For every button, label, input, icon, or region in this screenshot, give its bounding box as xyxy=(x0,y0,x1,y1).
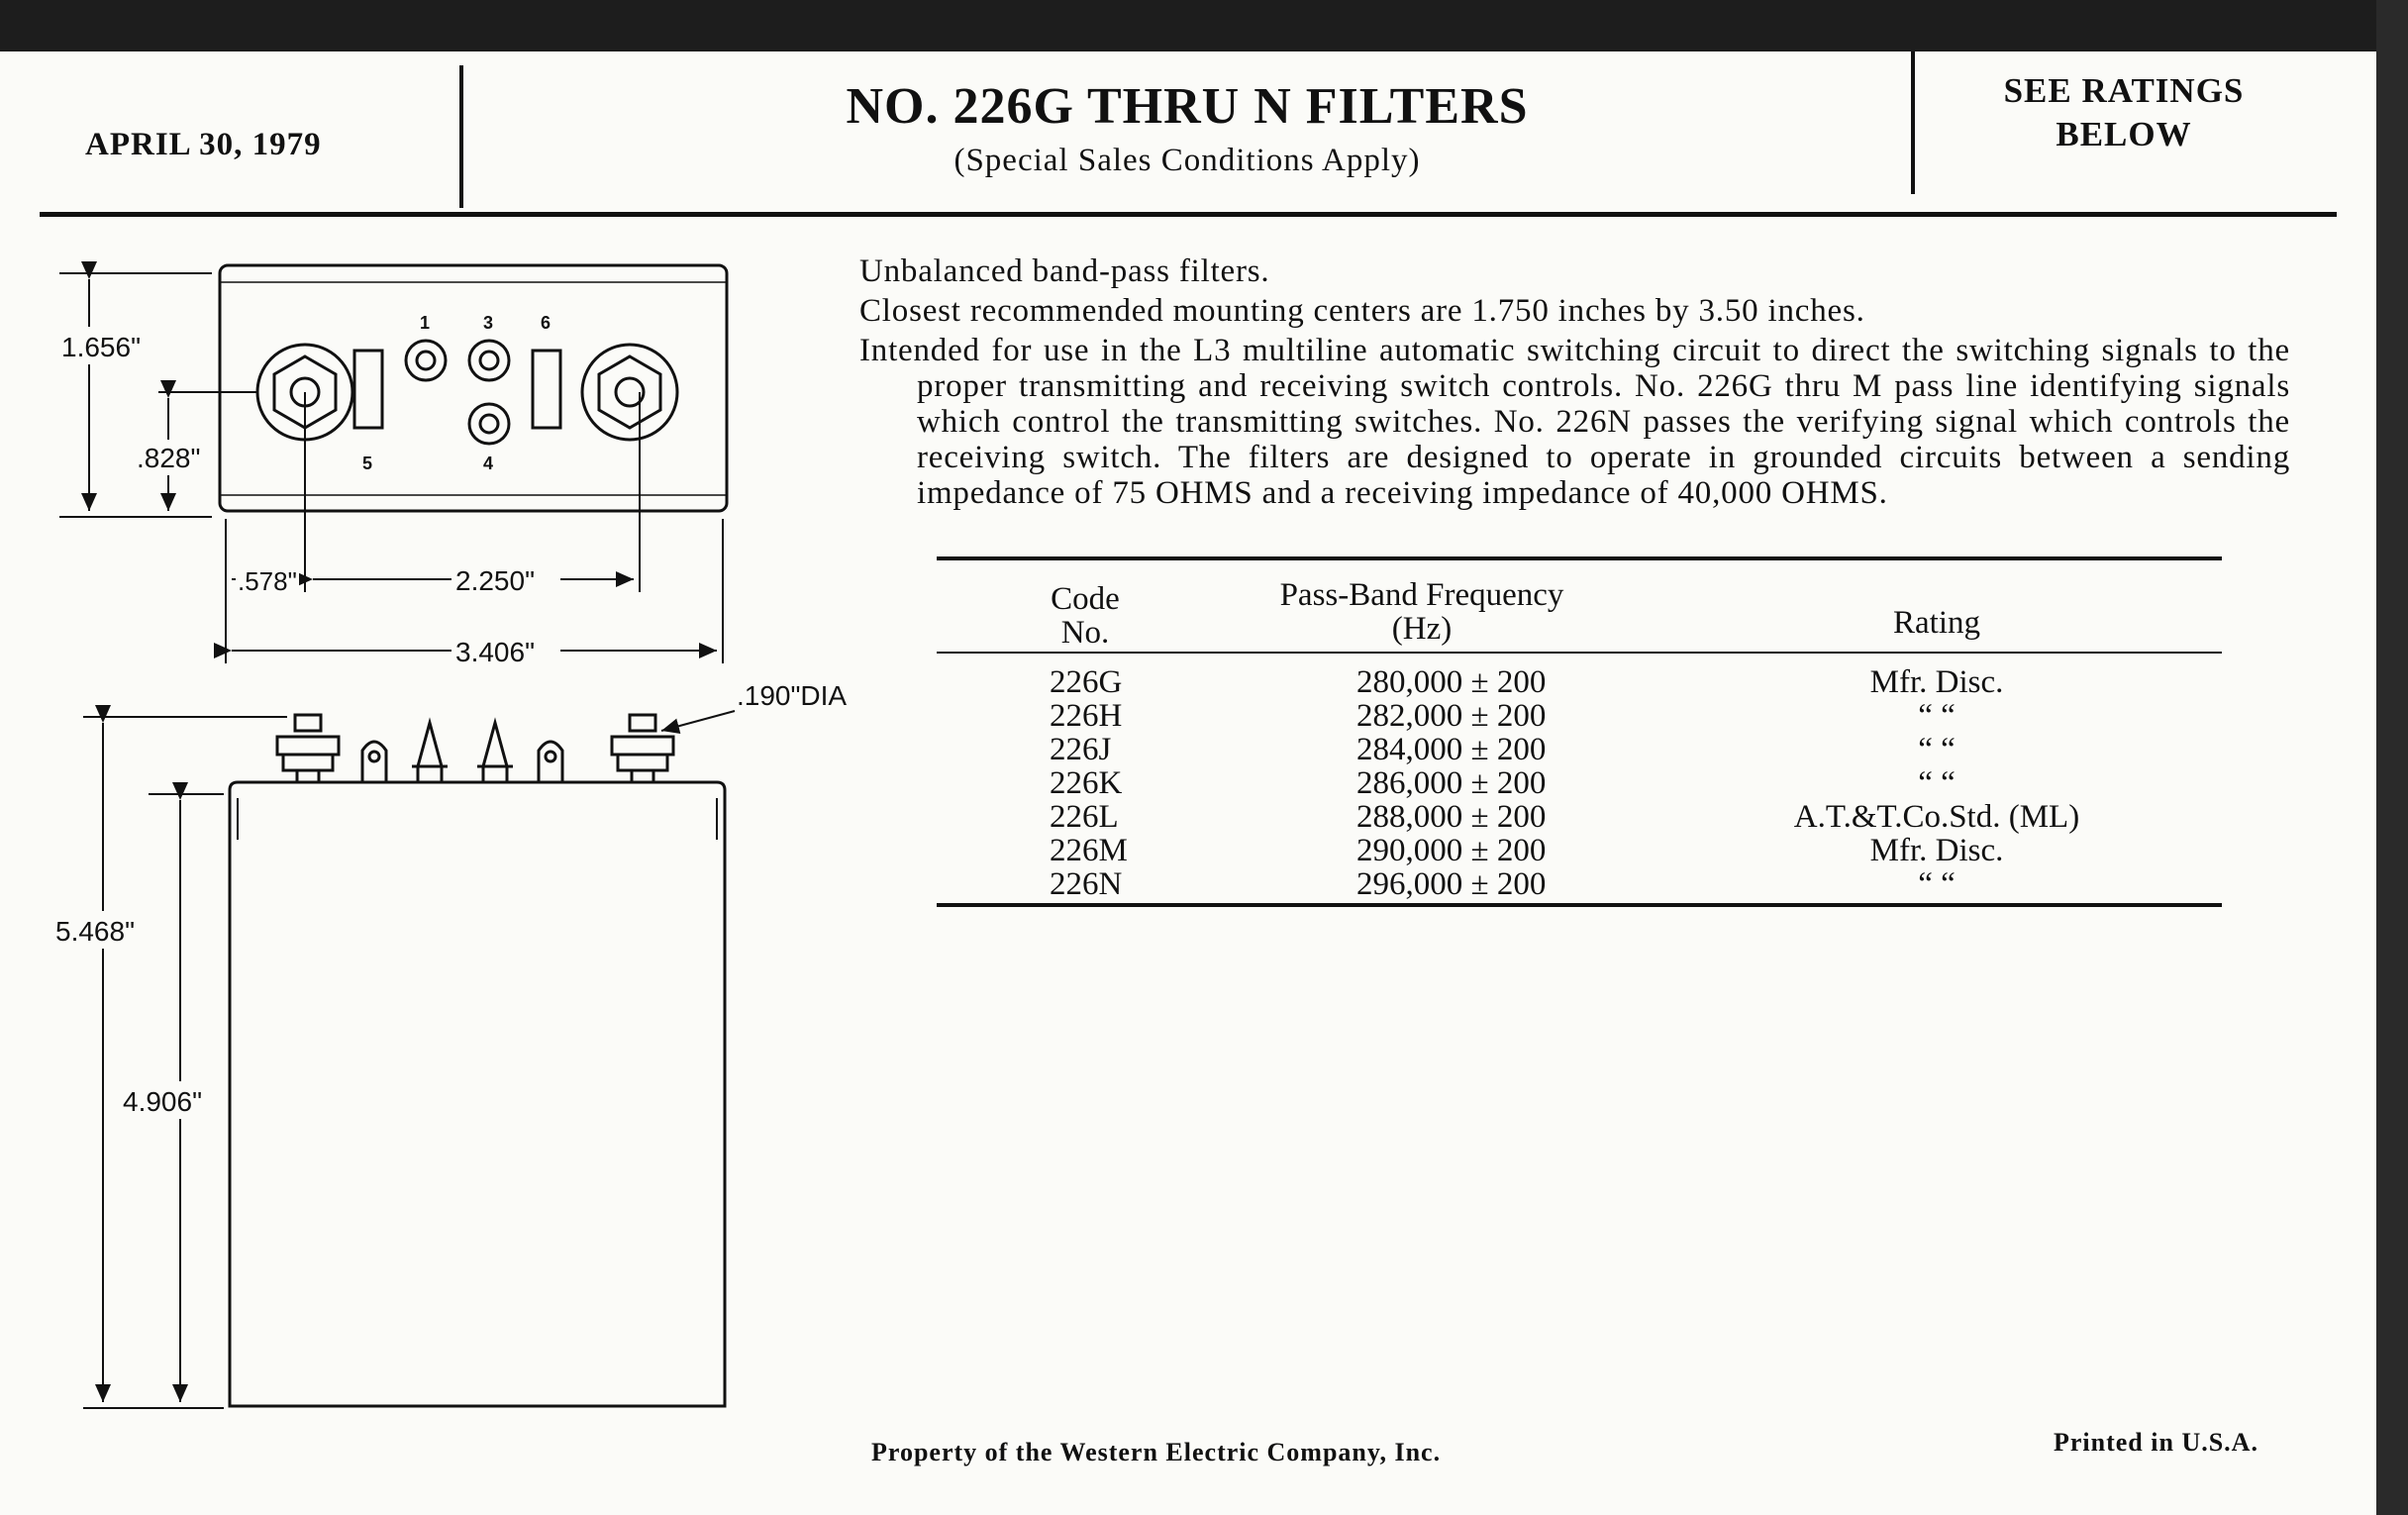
jack-3-inner xyxy=(480,352,498,369)
table-cell-rating: “ “ xyxy=(1918,765,1956,801)
dim-total-height-label: 5.468" xyxy=(55,916,136,947)
description-paragraph: Intended for use in the L3 multiline automatic switching circuit to direct the switching signals to the proper transmitting and receiving switch controls. No. 226G thru M pass line identifying signals which control the transmitting switches. No. 226N passes the verifying signal which controls the receiving switch. The filters are designed to operate in grounded circuits between a sending impedance of 75 OHMS and a receiving impedance of 40,000 OHMS. xyxy=(859,333,2290,511)
description-line-2: Closest recommended mounting centers are 1.750 inches by 3.50 inches. xyxy=(859,293,1865,329)
dia-leader xyxy=(661,711,735,731)
jack-4 xyxy=(469,404,509,444)
top-view-flanges xyxy=(220,282,727,495)
table-cell-frequency: 296,000 ± 200 xyxy=(1356,866,1547,902)
table-cell-rating: “ “ xyxy=(1918,732,1956,767)
term-4-label: 4 xyxy=(483,454,494,473)
table-cell-frequency: 288,000 ± 200 xyxy=(1356,799,1547,835)
pin-left xyxy=(412,723,448,782)
table-cell-code: 226L xyxy=(1050,799,1119,835)
dim-height-label: 1.656" xyxy=(61,332,142,362)
terminal-right-hex xyxy=(599,356,660,428)
table-cell-frequency: 284,000 ± 200 xyxy=(1356,732,1547,767)
post-right-nut1 xyxy=(612,737,673,755)
dim-offset-label: .578" xyxy=(238,566,297,596)
lug-right-hole xyxy=(546,752,555,761)
dim-width-label: 3.406" xyxy=(455,637,536,667)
page-title: NO. 226G THRU N FILTERS xyxy=(846,78,1529,135)
table-cell-frequency: 282,000 ± 200 xyxy=(1356,698,1547,734)
post-left-nut2 xyxy=(283,755,333,770)
jack-1 xyxy=(406,341,446,380)
dim-body-height-label: 4.906" xyxy=(123,1086,203,1117)
table-cell-code: 226J xyxy=(1050,732,1112,767)
dim-half-height-label: .828" xyxy=(137,443,201,473)
can-seam xyxy=(238,798,717,840)
top-view-labels xyxy=(55,313,560,667)
table-cell-frequency: 286,000 ± 200 xyxy=(1356,765,1547,801)
table-cell-code: 226K xyxy=(1050,765,1123,801)
col-frequency-line1: Pass-Band Frequency xyxy=(1279,577,1564,613)
table-cell-rating: “ “ xyxy=(1918,698,1956,734)
issue-date: APRIL 30, 1979 xyxy=(85,127,322,162)
term-5-label: 5 xyxy=(362,454,373,473)
top-view-outline xyxy=(220,265,727,511)
can-body xyxy=(230,782,725,1406)
terminal-right-outer xyxy=(582,345,677,440)
table-cell-rating: A.T.&T.Co.Std. (ML) xyxy=(1793,799,2080,835)
table-cell-rating: Mfr. Disc. xyxy=(1869,664,2004,700)
term-1-label: 1 xyxy=(420,313,431,333)
post-right-nut2 xyxy=(618,755,667,770)
col-rating-header: Rating xyxy=(1893,605,1980,641)
post-left-stem xyxy=(297,770,319,782)
jack-6 xyxy=(533,351,560,428)
table-cell-code: 226N xyxy=(1050,866,1123,902)
ownership-footer: Property of the Western Electric Company, Inc. xyxy=(871,1438,1442,1466)
ratings-note-line1: SEE RATINGS xyxy=(2003,71,2245,110)
post-right-stem xyxy=(632,770,653,782)
table-cell-frequency: 290,000 ± 200 xyxy=(1356,833,1547,868)
side-view-labels xyxy=(51,680,847,1119)
post-left-nut1 xyxy=(277,737,339,755)
side-view xyxy=(83,711,735,1408)
jack-3 xyxy=(469,341,509,380)
table-cell-frequency: 280,000 ± 200 xyxy=(1356,664,1547,700)
table-cell-rating: “ “ xyxy=(1918,866,1956,902)
printed-footer: Printed in U.S.A. xyxy=(2054,1428,2258,1457)
dim-spacing-label: 2.250" xyxy=(455,565,536,596)
table-cell-code: 226M xyxy=(1050,833,1128,868)
jack-5 xyxy=(354,351,382,428)
col-code-line2: No. xyxy=(1060,615,1110,651)
post-left-cap xyxy=(295,715,321,731)
term-6-label: 6 xyxy=(541,313,552,333)
page-subtitle: (Special Sales Conditions Apply) xyxy=(953,143,1421,178)
jack-4-inner xyxy=(480,415,498,433)
term-3-label: 3 xyxy=(483,313,494,333)
jack-1-inner xyxy=(417,352,435,369)
table-cell-code: 226H xyxy=(1050,698,1123,734)
description-line-1: Unbalanced band-pass filters. xyxy=(859,253,1270,289)
post-right-cap xyxy=(630,715,655,731)
table-cell-rating: Mfr. Disc. xyxy=(1869,833,2004,868)
dim-dia-label: .190"DIA xyxy=(737,680,848,711)
col-code-line1: Code xyxy=(1051,581,1120,617)
table-cell-code: 226G xyxy=(1050,664,1123,700)
col-frequency-line2: (Hz) xyxy=(1391,611,1453,647)
pin-right xyxy=(477,723,513,782)
ratings-note-line2: BELOW xyxy=(2056,115,2192,153)
lug-left-hole xyxy=(369,752,379,761)
